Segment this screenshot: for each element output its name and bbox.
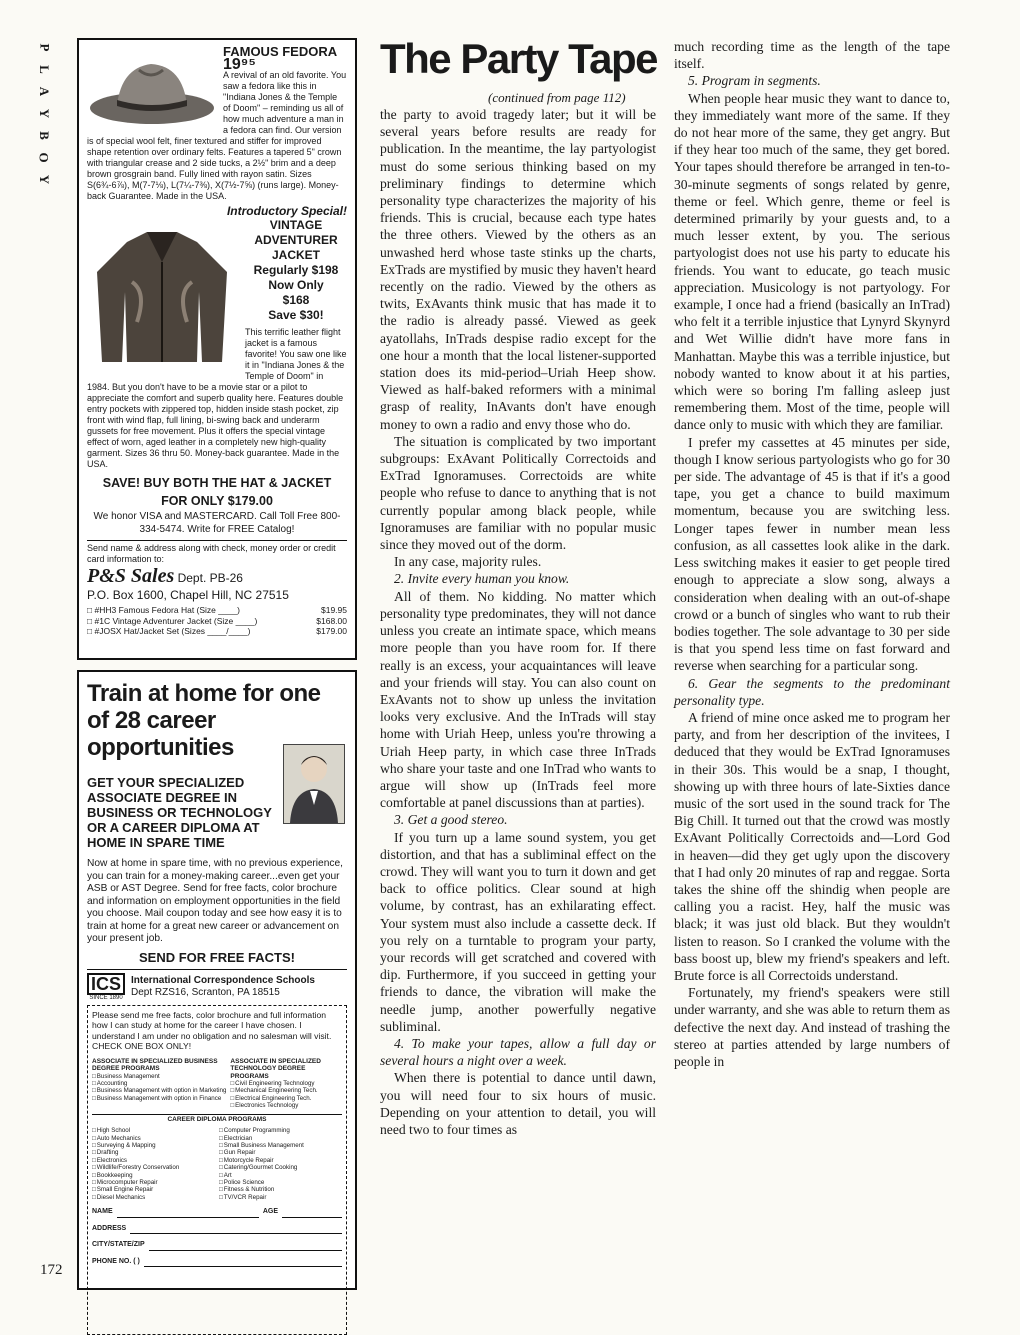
visa-note: We honor VISA and MASTERCARD. Call Toll Free 800-334-5474. Write for FREE Catalog! xyxy=(93,511,341,535)
ics-body: Now at home in spare time, with no previous experience, you can train for a money-making career...even get your ASB or AST Degree. Send for free facts, color brochure and information on employment opportunities in the field you choose. Mail coupon today and see how easy it is to train at home for a great new career or advancement on your present job. xyxy=(87,858,343,944)
magazine-letter: A xyxy=(36,86,52,98)
program-checkbox[interactable]: □ Surveying & Mapping xyxy=(92,1142,215,1149)
intro-special: Introductory Special! xyxy=(226,204,347,218)
program-checkbox[interactable]: □ Accounting xyxy=(92,1080,226,1087)
program-checkbox[interactable]: □ Art xyxy=(219,1172,342,1179)
phone-field[interactable]: PHONE NO. ( ) xyxy=(92,1257,342,1268)
paragraph: All of them. No kidding. No matter which personality type predominates, they will not dance unless you create an intimate space, which means more people than you have room for. If there really is an excess, your acquaintances will leave and your friends will stay. You can also count on ExAvants not to show up unless the invitation looks very exclusive. And the InTrads will stay home with Uriah Heep, unless you're throwing a Uriah Heep party, in which case three InTrads who share your taste and one InTrad who wants to argue will show up (InTrads feel more comfortable at panel discussions than at parties). xyxy=(380,588,656,811)
program-checkbox[interactable]: □ Motorcycle Repair xyxy=(219,1157,342,1164)
program-checkbox[interactable]: □ Catering/Gourmet Cooking xyxy=(219,1164,342,1171)
fedora-price: 19⁹⁵ xyxy=(223,56,256,73)
ics-headline: Train at home for one of 28 career opportunities xyxy=(87,680,321,761)
ics-school-name: International Correspondence Schools xyxy=(131,975,315,986)
article-column-1 xyxy=(380,106,656,1138)
order-lines xyxy=(87,605,347,637)
article-title: The Party Tape xyxy=(380,35,657,82)
program-checkbox[interactable]: □ Business Management xyxy=(92,1073,226,1080)
paragraph: When people hear music they want to dance to, they immediately want more of the same. If they do not hear more of the same, they get angry. But if they hear too much of the same, they get bored. Your tapes should therefore be arranged in ten-to-30-minute segments of songs related by genre, theme or feel. Which genre, theme or feel is determined primarily by your guests and, to a much lesser extent, by you. The serious partyologist does not use his party to educate his friends. You want to educate, go teach music appreciation. Musicology is not partyology. For example, I once had a friend (basically an InTrad) who felt it a terrible injustice that Lynyrd Skynyrd and Wet Willie didn't have more fans in Manhattan. Maybe this was a terrible injustice, but nobody wanted to know about it at his parties, which were so boring I'm falling asleep just remembering them. Most of the time, people will dance only to music with which they are familiar. xyxy=(674,90,950,433)
magazine-letter: B xyxy=(36,131,52,141)
magazine-letter: Y xyxy=(36,108,52,120)
order-line[interactable]: □ #HH3 Famous Fedora Hat (Size ____) $19.95 xyxy=(87,605,347,615)
section-heading: 4. To make your tapes, allow a full day or several hours a night over a week. xyxy=(380,1035,656,1069)
program-checkbox[interactable]: □ Microcomputer Repair xyxy=(92,1179,215,1186)
order-note: Send name & address along with check, money order or credit card information to: xyxy=(87,540,347,565)
program-checkbox[interactable]: □ Auto Mechanics xyxy=(92,1135,215,1142)
coupon-text: Please send me free facts, color brochure and full information how I can study at home for the career I have chosen. I understand I am under no obligation and no salesman will visit. CHECK ONE BOX ONLY! xyxy=(92,1009,332,1051)
program-checkbox[interactable]: □ Police Science xyxy=(219,1179,342,1186)
order-line[interactable]: □ #1C Vintage Adventurer Jacket (Size ____) $168.00 xyxy=(87,615,347,626)
fedora-hat-image xyxy=(87,50,217,130)
fedora-description: A revival of an old favorite. You saw a fedora like this in "Indiana Jones & the Temple of Doom" – reminding us all of how much adventure a man in a fedora can find. Our version is of special wool felt, finer textured and stiffer for improved shape retention over ordinary felts. Features a tapered 5" crown with triangular crease and 2 side tucks, a 2½" brim and a deep brown grosgrain band. Fully lined with rayon satin. Sizes S(6¾-6⅞), M(7-7⅛), L(7¼-7⅜), X(7½-7⅝) (runs large). Money-back Guarantee. Made in the USA. xyxy=(87,70,347,201)
ics-dept: Dept RZS16, Scranton, PA 18515 xyxy=(131,987,280,998)
send-free-facts: SEND FOR FREE FACTS! xyxy=(138,949,295,965)
program-checkbox[interactable]: □ Small Business Management xyxy=(219,1142,342,1149)
program-checkbox[interactable]: □ Electrical Engineering Tech. xyxy=(230,1095,342,1102)
program-checkbox[interactable]: □ Gun Repair xyxy=(219,1149,342,1156)
ics-since: SINCE 1890 xyxy=(89,994,123,1001)
program-checkbox[interactable]: □ Electronics xyxy=(92,1157,215,1164)
section-heading: 5. Program in segments. xyxy=(688,73,821,89)
page-number: 172 xyxy=(40,1262,63,1278)
program-checkbox[interactable]: □ Small Engine Repair xyxy=(92,1186,215,1193)
ps-address: P.O. Box 1600, Chapel Hill, NC 27515 xyxy=(87,588,289,602)
ps-dept: Dept. PB-26 xyxy=(177,571,243,585)
paragraph: I prefer my cassettes at 45 minutes per side, though I know serious partyologists who go for 30 per side. The advantage of 45 is that if it's a good tape, you get a chance to build maximum momentum, because you are switching less. Longer tapes fewer in number mean less confusion, as all cassettes look alike in the dark. Less switching makes it easier to get people tired enough to appreciate a slow song, always a consideration when dealing with an out-of-shape crowd or a bunch of singles who want to rub their bodies together. The sole advantage to 30 per side is that you spend less time on fast forward and reverse when searching for a particular song. xyxy=(674,434,950,674)
program-checkbox[interactable]: □ Mechanical Engineering Tech. xyxy=(230,1087,342,1094)
paragraph: the party to avoid tragedy later; but it will be several years before results are ready for publication. In the meantime, the lay partyologist must do some serious thinking based on my preliminary findings to determine which personality type characterizes the majority of his friends. This is crucial, because each type hates the three others. Viewed by the others as an unwashed herd whose taste stinks up the charts, ExTrads are mystified by music they haven't heard recently on the radio. Viewed by the others as twits, ExAvants think music that has made it to the radio is already passé. Viewed as geek ayatollahs, InTrads despise radio except for the one hour a month that the local listener-supported station does its mid-period–Uriah Heep show. Viewed as half-baked reformers with a minimal grasp of reality, InAvants don't have enough money to own a radio and envy those who do. xyxy=(380,107,656,432)
program-checkbox[interactable]: □ Electrician xyxy=(219,1135,342,1142)
address-field[interactable]: ADDRESS xyxy=(92,1224,342,1235)
paragraph: The situation is complicated by two important subgroups: ExAvant Politically Correctoids and ExTrad Ignoramuses. Correctoids are white people who refuse to dance to anything that is not currently popular among black people, while Ignoramuses are familiar with no popular music since they moved out of the dorm. xyxy=(380,433,656,553)
paragraph: much recording time as the length of the tape itself. xyxy=(674,39,950,72)
section-heading: 2. Invite every human you know. xyxy=(394,571,570,587)
save-both-offer: SAVE! BUY BOTH THE HAT & JACKET FOR ONLY $179.00 xyxy=(102,476,332,508)
magazine-letter: P xyxy=(36,43,52,53)
jacket-description: This terrific leather flight jacket is a famous favorite! You saw one like it in "Indiana Jones & the Temple of Doom" in 1984. But you don't have to be a movie star or a pilot to appreciate the comfort and superb quality here. Features double entry pockets with zippered top, hidden inside stash pocket, zip front with wind flap, full lining, bi-swing back and underarm gussets for free movement. Plus it offers the special vintage effect of worn, aged leather in a completely new high-quality garment. Sizes 36 thru 50. Money-back guarantee. Made in the USA. xyxy=(87,327,347,469)
ics-coupon xyxy=(87,1005,347,1335)
program-checkbox[interactable]: □ Fitness & Nutrition xyxy=(219,1186,342,1193)
program-checkbox[interactable]: □ Business Management with option in Finance xyxy=(92,1095,226,1102)
program-checkbox[interactable]: □ Electronics Technology xyxy=(230,1102,342,1109)
jacket-offer: VINTAGE ADVENTURER JACKET Regularly $198 Now Only $168 Save $30! xyxy=(253,218,339,322)
name-field[interactable]: NAME AGE xyxy=(92,1207,342,1218)
section-heading: 3. Get a good stereo. xyxy=(394,812,508,828)
paragraph: A friend of mine once asked me to program her party, and from her description of the invitees, I deduced that they would be ExTrad Ignoramuses in their 30s. This would be a snap, I thought, showing up with three hours of late-Sixties dance music of the sort used in the sound track for The Big Chill. It turned out that the crowd was mostly ExAvant Politically Correctoids and—Lord God in heaven—did they get ugly upon the discovery that I had only 20 minutes of rap and reggae. Sorta takes the shine off the shindig when people are calling you a racist. Hey, half the music was black; it was just old black. But they wouldn't listen to reason. So I cranked the volume with the bass boost up, blew my friend's speakers and left. Brute force is all Correctoids understand. xyxy=(674,709,950,983)
program-checkbox[interactable]: □ Bookkeeping xyxy=(92,1172,215,1179)
article-column-2 xyxy=(674,38,950,1070)
ics-logo: ICS xyxy=(87,973,125,995)
diploma-head: CAREER DIPLOMA PROGRAMS xyxy=(92,1114,342,1126)
paragraph: When there is potential to dance until dawn, you will need four to six hours of music. Depending on your attention to detail, you will need two to four times as xyxy=(380,1070,656,1137)
city-field[interactable]: CITY/STATE/ZIP xyxy=(92,1240,342,1251)
section-heading: 6. Gear the segments to the predominant personality type. xyxy=(674,675,950,708)
diploma-right xyxy=(219,1127,342,1201)
program-checkbox[interactable]: □ Diesel Mechanics xyxy=(92,1194,215,1201)
business-programs: ASSOCIATE IN SPECIALIZED BUSINESS DEGREE PROGRAMS □ Business Management □ Accounting □ Business Management with option in Marketing □ Business Management with option in Finance xyxy=(92,1058,226,1110)
jacket-image xyxy=(87,222,237,372)
portrait-image xyxy=(283,744,345,824)
order-line[interactable]: □ #JOSX Hat/Jacket Set (Sizes ____/____) $179.00 xyxy=(87,626,347,636)
program-checkbox[interactable]: □ Wildlife/Forestry Conservation xyxy=(92,1164,215,1171)
program-checkbox[interactable]: □ Business Management with option in Marketing xyxy=(92,1087,226,1094)
paragraph: If you turn up a lame sound system, you get distortion, and that has a subliminal effect on the crowd. They will want you to turn it down and get back to office politics. Clear sound at high volume, by contrast, has an exhilarating effect. Your system must also include a cassette deck. If you rely on a turntable to program your party, your records will get scratched and covered with dip. Furthermore, if you succeed in getting your friends to dance, the vibration will make the needle jump, another powerfully negative subliminal. xyxy=(380,829,656,1034)
ps-sales-logo: P&S Sales xyxy=(87,565,175,587)
tech-programs: ASSOCIATE IN SPECIALIZED TECHNOLOGY DEGREE PROGRAMS □ Civil Engineering Technology □ Mechanical Engineering Tech. □ Electrical Engineering Tech. □ Electronics Technology xyxy=(230,1058,342,1110)
magazine-letter: Y xyxy=(36,174,52,186)
magazine-name xyxy=(34,40,54,188)
ics-subhead: GET YOUR SPECIALIZED ASSOCIATE DEGREE IN BUSINESS OR TECHNOLOGY OR A CAREER DIPLOMA AT HOME IN SPARE TIME xyxy=(87,775,272,850)
fedora-title: FAMOUS FEDORA xyxy=(223,44,338,59)
program-checkbox[interactable]: □ Computer Programming xyxy=(219,1127,342,1134)
ics-ad xyxy=(77,670,357,1290)
magazine-letter: O xyxy=(37,152,52,164)
continued-note: (continued from page 112) xyxy=(488,90,626,105)
paragraph: In any case, majority rules. xyxy=(394,554,542,570)
program-checkbox[interactable]: □ Drafting xyxy=(92,1149,215,1156)
program-checkbox[interactable]: □ TV/VCR Repair xyxy=(219,1194,342,1201)
paragraph: Fortunately, my friend's speakers were still under warranty, and she was able to return them as defective the next day. And instead of trashing the stereo at parties attended by large numbers of people in xyxy=(674,985,950,1069)
diploma-left xyxy=(92,1127,215,1201)
program-checkbox[interactable]: □ High School xyxy=(92,1127,215,1134)
ps-sales-ad xyxy=(77,38,357,660)
magazine-letter: L xyxy=(36,65,52,75)
program-checkbox[interactable]: □ Civil Engineering Technology xyxy=(230,1080,342,1087)
